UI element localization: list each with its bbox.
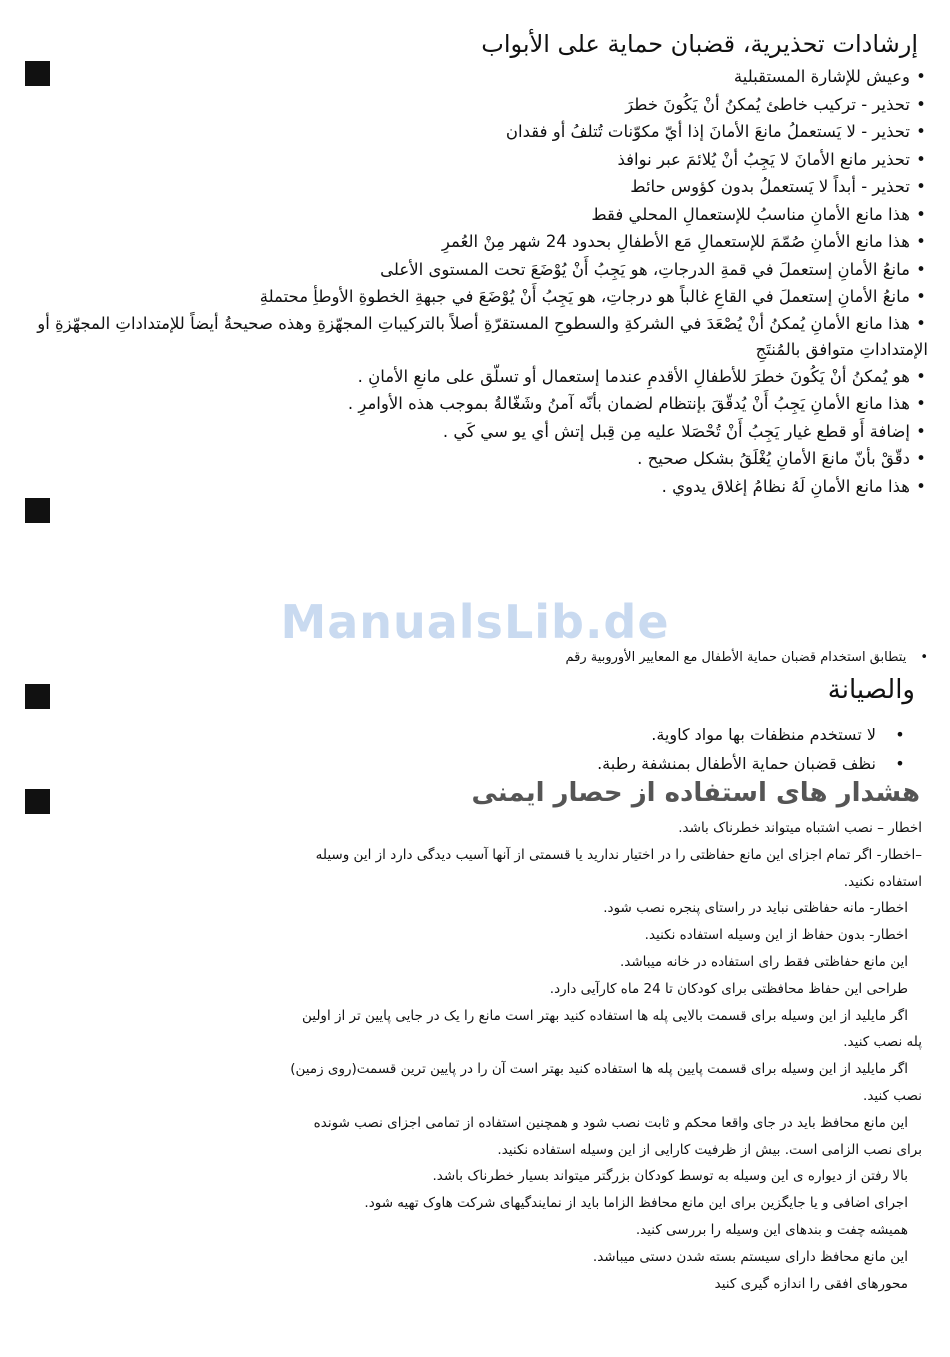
text-line: اخطار- بدون حفاظ از این وسیله استفاده نکنید. <box>644 927 908 944</box>
section-marker <box>25 498 50 523</box>
list-item: •هذا مانع الأمانِ صُمّمَ للإستعمالِ مَع الأطفالِ بحدود 24 شهر مِنْ العُمرِ <box>441 232 926 251</box>
text-line: برای نصب الزامی است. بیش از ظرفیت کارایی از این وسیله استفاده نکنید. <box>497 1141 922 1158</box>
text-line: همیشه چفت و بندهای این وسیله را بررسی کنید. <box>635 1221 908 1238</box>
text-line: –اخطار- اگر تمام اجزای این مانع حفاظتی را در اختیار ندارید یا قسمتی از آنها آسیب دیدگی دارد از این وسیله <box>315 846 922 863</box>
text-line: این مانع محافظ باید در جای واقعا محکم و ثابت نصب شود و همچنین استفاده از تمامی اجزای نصب شونده <box>313 1114 908 1131</box>
text-line: اجرای اضافی و یا جایگزین برای این مانع محافظ الزاما باید از نمایندگیهای شرکت هاوک تهیه شود. <box>364 1195 908 1212</box>
list-item: •هو يُمكنُ أنْ يَكُونَ خطرَ للأطفالِ الأقدمِ عندما إستعمال أو تسلّق على مانعِ الأمانِ . <box>357 366 926 386</box>
text-line: این مانع محافظ دارای سیستم بسته شدن دستی میباشد. <box>592 1248 908 1265</box>
section-title-maintenance: والصيانة <box>827 675 915 705</box>
text-line: بالا رفتن از دیواره ی این وسیله به توسط کودکان بزرگتر میتواند بسیار خطرناک باشد. <box>432 1168 908 1185</box>
text-line: این مانع حفاظتی فقط رای استفاده در خانه میباشد. <box>619 953 908 970</box>
text-line: اگر مایلید از این وسیله برای قسمت بالایی پله ها استفاده کنید بهتر است مانع را یک در جایی پایین تر از اولین <box>301 1007 908 1024</box>
text-line: اگر مایلید از این وسیله برای قسمت پایین پله ها استفاده کنید بهتر است آن را در پایین ترین قسمت(روی زمین) <box>290 1061 908 1078</box>
list-item: •تحذير مانع الأمانَ لا يَجِبُ أنْ يُلائمَ عبر نوافذ <box>617 149 926 169</box>
text-line: محورهای افقی را اندازه گیری کنید <box>714 1275 908 1292</box>
list-item: •إضافة أَو قطع غيار يَجِبُ أَنْ تُحْصَلا عليه مِن قِبل إتش أي يو سي كَي . <box>442 421 926 441</box>
text-line: پله نصب کنید. <box>843 1034 922 1051</box>
list-item: •تحذير - أبداً لا يَستعملُ بدون كؤوس حائط <box>630 177 926 196</box>
section-title-warnings: إرشادات تحذيرية، قضبان حماية على الأبواب <box>481 30 918 58</box>
list-item: •دقّقْ بأنّ مانعَ الأمانِ يُغْلَقُ بشكل صحيح . <box>637 449 926 468</box>
maintenance-list <box>597 720 910 778</box>
text-line: نصب کنید. <box>863 1087 922 1104</box>
warning-list <box>13 63 928 500</box>
persian-warning-text <box>152 815 922 1297</box>
watermark: ManualsLib.de <box>280 595 670 649</box>
list-item: •وعيش للإشارة المستقبلية <box>733 67 926 86</box>
section-marker <box>25 684 50 709</box>
list-item: •نظف قضبان حماية الأطفال بمنشفة رطبة. <box>597 754 905 773</box>
list-item: •هذا مانع الأمانِ يَجِبُ أَنْ يُدقّقَ بإنتظام لضمان بأنّه آمنُ وشَغّالةُ بموجب هذه الأوامرِ . <box>347 394 926 413</box>
list-item: •هذا مانع الأمانِ لَهُ نظامُ إغلاق يدوي . <box>661 476 926 496</box>
section-title-persian-warnings: هشدار های استفاده از حصار ایمنی <box>471 778 920 808</box>
list-item: •هذا مانع الأمانِ يُمكنُ أنْ يُصْعَدَ في الشركةِ والسطوحِ المستقرّةِ أصلاً بالتركيباتِ المجهّزةِ وهذه صحيحةُ أيضاً للإمتداداتِ المجهّزةِ أو الإمتداداتِ متوافق بالمُنتَجِ <box>37 313 928 359</box>
list-item: •تحذير - لا يَستعملُ مانعَ الأمانَ إذا أيّ مكوّنات تُتلفُ أو فقدان <box>505 122 926 141</box>
text-line: اخطار – نصب اشتباه میتواند خطرناک باشد. <box>678 820 922 836</box>
text-line: طراحی این حفاظ محافظتی برای کودکان تا 24 ماه کارآیی دارد. <box>549 980 908 997</box>
list-item: •تحذير - تركيب خاطئ يُمكنُ أنْ يَكُونَ خطرَ <box>625 94 926 114</box>
eu-standard-note: •يتطابق استخدام قضبان حماية الأطفال مع المعايير الأوروبية رقم <box>565 650 928 665</box>
list-item: •هذا مانع الأمانِ مناسبُ للإستعمالِ المحلي فقط <box>591 204 926 224</box>
list-item: •مانعُ الأمانِ إستعملَ في القاعِ غالباً هو درجاتِ، هو يَجِبُ أَنْ يُوْضَعَ في جبهةِ الخطوةِ الأوطأِ محتملةِ <box>259 287 926 306</box>
text-line: اخطار- مانه حفاظتی نباید در راستای پنجره نصب شود. <box>603 900 908 917</box>
section-marker <box>25 789 50 814</box>
list-item: •مانعُ الأمانِ إستعملَ في قمةِ الدرجاتِ، هو يَجِبُ أَنْ يُوْضَعَ تحت المستوى الأعلى <box>380 259 926 279</box>
text-line: استفاده نکنید. <box>843 873 922 890</box>
list-item: •لا تستخدم منظفات بها مواد كاوية. <box>651 725 905 744</box>
